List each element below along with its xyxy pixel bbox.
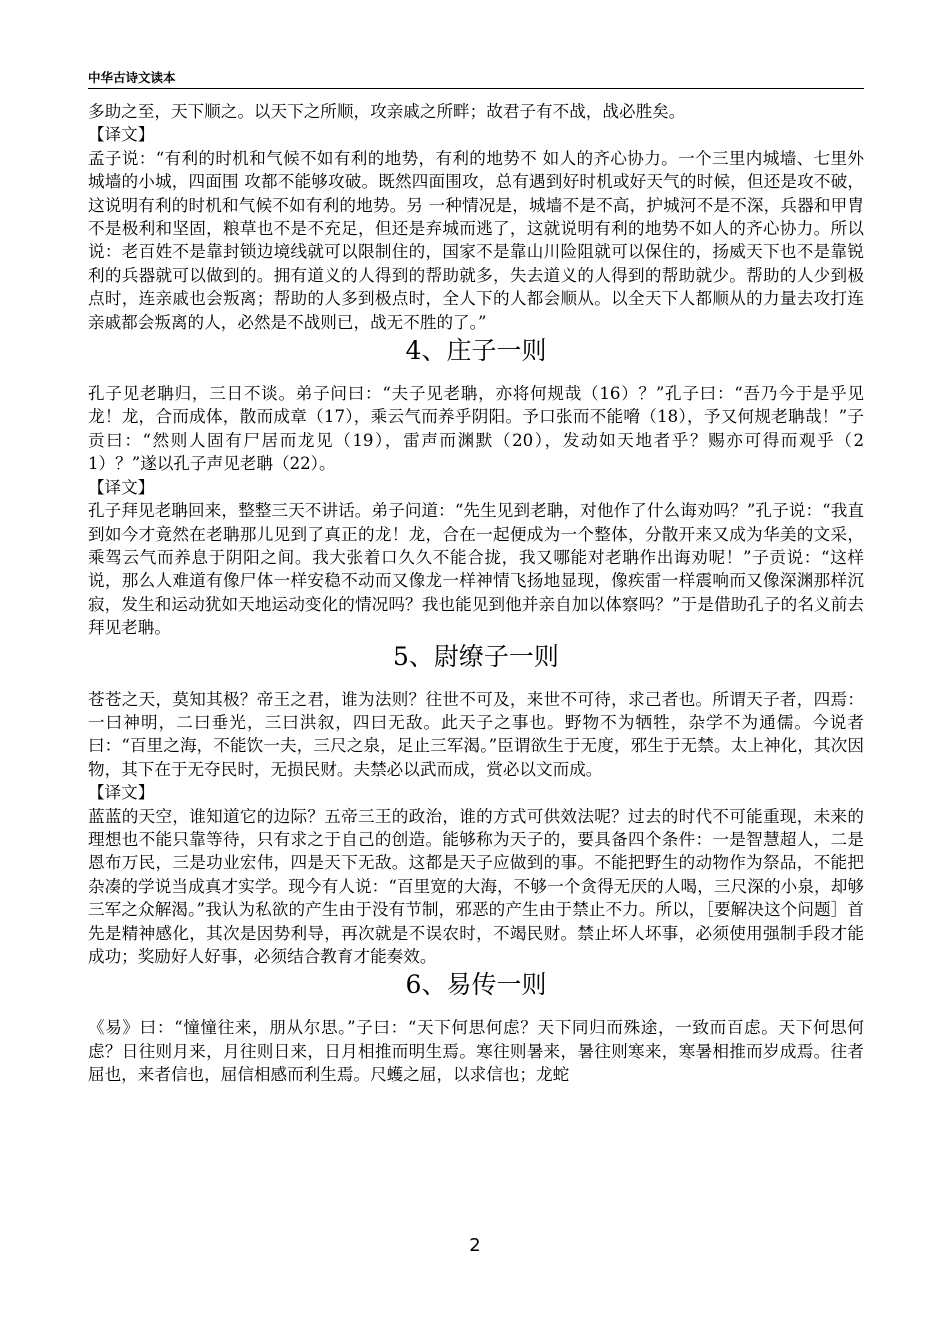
page-number: 2 (469, 1235, 481, 1256)
section-title-yizhuan: 6、易传一则 (405, 970, 547, 1000)
paragraph-mencius-translation: 孟子说：“有利的时机和气候不如有利的地势，有利的地势不 如人的齐心协力。一个三里内城墙、七里外城墙的小城，四面围 攻都不能够攻破。既然四面围攻，总有遇到好时机或好天气的时候，但还是攻不破，这说明有利的时机和气候不如有利的地势。另 一种情况是，城墙不是不高，护城河不是不深，兵器和甲胄不是极利和坚固，粮草也不是不充足，但还是弃城而逃了，这就说明有利的地势不如人的齐心协力。所以说：老百姓不是靠封锁边境线就可以限制住的，国家不是靠山川险阻就可以保住的，扬威天下也不是靠锐利的兵器就可以做到的。拥有道义的人得到的帮助就多，失去道义的人得到的帮助就少。帮助的人少到极点时，连亲戚也会叛离；帮助的人多到极点时，全人下的人都会顺从。以全天下人都顺从的力量去攻打连亲戚都会叛离的人，必然是不战则已，战无不胜的了。” (88, 148, 864, 332)
section-title-zhuangzi: 4、庄子一则 (405, 336, 547, 366)
paragraph-weiliaozi-translation: 蓝蓝的天空，谁知道它的边际？五帝三王的政治，谁的方式可供效法呢？过去的时代不可能重现，未来的理想也不能只靠等待，只有求之于自己的创造。能够称为天子的，要具备四个条件：一是智慧超人，二是恩布万民，三是功业宏伟，四是天下无敌。这都是天子应做到的事。不能把野生的动物作为祭品，不能把杂凑的学说当成真才实学。现今有人说：“百里宽的大海，不够一个贪得无厌的人喝，三尺深的小泉，却够三军之众解渴。”我认为私欲的产生由于没有节制，邪恶的产生由于禁止不力。所以，［要解决这个问题］首先是精神感化，其次是因势利导，再次就是不误农时，不竭民财。禁止坏人坏事，必须使用强制手段才能成功；奖励好人好事，必须结合教育才能奏效。 (88, 806, 864, 966)
section-title-weiliaozi: 5、尉缭子一则 (393, 641, 559, 671)
running-header: 中华古诗文读本 (88, 70, 864, 89)
paragraph-zhuangzi-original: 孔子见老聃归，三日不谈。弟子问曰：“夫子见老聃，亦将何规哉（16）？”孔子曰：“吾乃今于是乎见龙！龙，合而成体，散而成章（17），乘云气而养乎阴阳。予口张而不能嗋（18），予又何规老聃哉！”子贡曰：“然则人固有尸居而龙见（19），雷声而渊默（20），发动如天地者乎？赐亦可得而观乎（21）？”遂以孔子声见老聃（22）。 (88, 384, 864, 474)
translation-label: 【译文】 (88, 125, 155, 145)
paragraph-yizhuan-original: 《易》曰：“憧憧往来，朋从尔思。”子曰：“天下何思何虑？天下同归而殊途，一致而百虑。天下何思何虑？日往则月来，月往则日来，日月相推而明生焉。寒往则暑来，暑往则寒来，寒暑相推而岁成焉。往者屈也，来者信也，屈信相感而利生焉。尺蠖之屈，以求信也；龙蛇 (88, 1018, 864, 1085)
page-content (88, 100, 864, 1087)
translation-label: 【译文】 (88, 783, 155, 803)
paragraph-mencius-end: 多助之至，天下顺之。以天下之所顺，攻亲戚之所畔；故君子有不战，战必胜矣。 (88, 102, 686, 121)
paragraph-zhuangzi-translation: 孔子拜见老聃回来，整整三天不讲话。弟子问道：“先生见到老聃，对他作了什么诲劝吗？”孔子说：“我直到如今才竟然在老聃那儿见到了真正的龙！龙，合在一起便成为一个整体，分散开来又成为华美的文采，乘驾云气而养息于阴阳之间。我大张着口久久不能合拢，我又哪能对老聃作出诲劝呢！”子贡说：“这样说，那么人难道有像尸体一样安稳不动而又像龙一样神情飞扬地显现，像疾雷一样震响而又像深渊那样沉寂，发生和运动犹如天地运动变化的情况吗？我也能见到他并亲自加以体察吗？”于是借助孔子的名义前去拜见老聃。 (88, 501, 864, 638)
paragraph-weiliaozi-original: 苍苍之天，莫知其极？帝王之君，谁为法则？往世不可及，来世不可待，求己者也。所谓天子者，四焉：一曰神明，二曰垂光，三曰洪叙，四曰无敌。此天子之事也。野物不为牺牲，杂学不为通儒。今说者曰：“百里之海，不能饮一夫，三尺之泉，足止三军渴。”臣谓欲生于无度，邪生于无禁。太上神化，其次因物，其下在于无夺民时，无损民财。夫禁必以武而成，赏必以文而成。 (88, 689, 864, 779)
translation-label: 【译文】 (88, 477, 155, 497)
